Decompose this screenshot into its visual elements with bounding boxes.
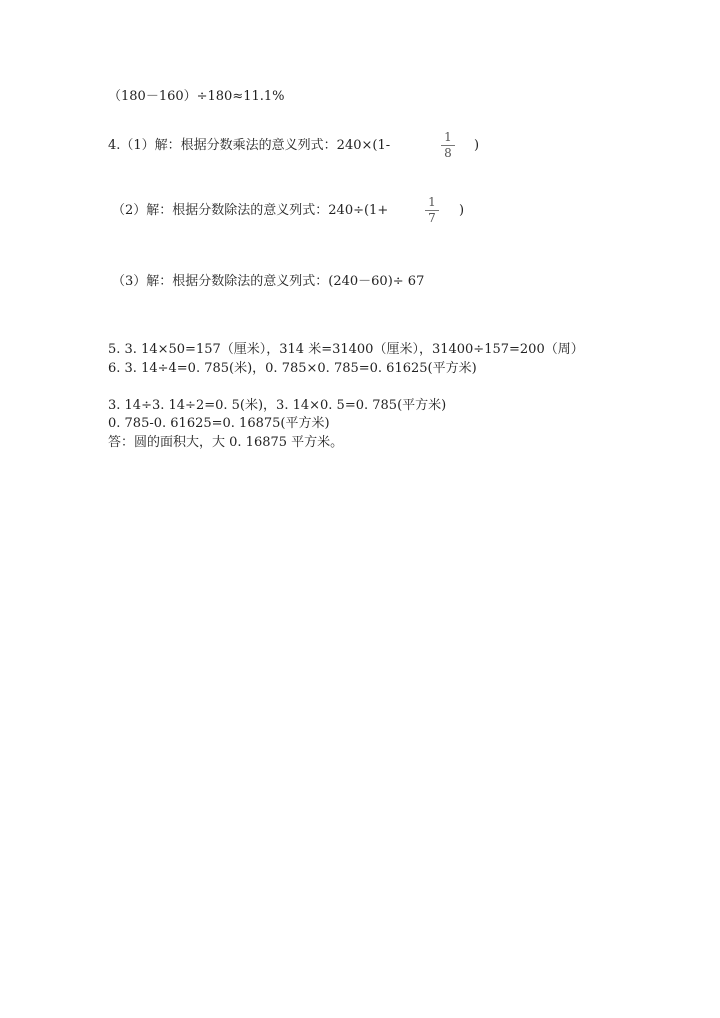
fraction-denominator: 7 <box>428 211 436 225</box>
closing-paren: ) <box>459 203 465 218</box>
answer-6-line-3: 0. 785-0. 61625=0. 16875(平方米) <box>108 416 330 431</box>
fraction-numerator: 1 <box>428 195 436 209</box>
answer-4-part-2: （2）解：根据分数除法的意义列式：240÷(1+ <box>112 203 389 218</box>
answer-6-line-1: 6. 3. 14÷4=0. 785(米)，0. 785×0. 785=0. 61625(平方米) <box>108 361 477 376</box>
answer-4-part-3: （3）解：根据分数除法的意义列式：(240－60)÷ 67 <box>112 274 425 289</box>
fraction-denominator: 8 <box>444 146 452 160</box>
fraction-one-seventh <box>425 196 439 225</box>
fraction-numerator: 1 <box>444 130 452 144</box>
answer-4-part-1: 4.（1）解：根据分数乘法的意义列式：240×(1- <box>108 138 391 153</box>
answer-6-conclusion: 答：圆的面积大，大 0. 16875 平方米。 <box>108 435 344 450</box>
answer-6-line-2: 3. 14÷3. 14÷2=0. 5(米)，3. 14×0. 5=0. 785(平方米) <box>108 398 447 413</box>
answer-5: 5. 3. 14×50=157（厘米），314 米=31400（厘米），31400÷157=200（周） <box>108 342 584 357</box>
fraction-one-eighth <box>441 131 455 160</box>
closing-paren: ) <box>474 138 480 153</box>
answer-line-percentage: （180－160）÷180≈11.1% <box>108 89 285 104</box>
